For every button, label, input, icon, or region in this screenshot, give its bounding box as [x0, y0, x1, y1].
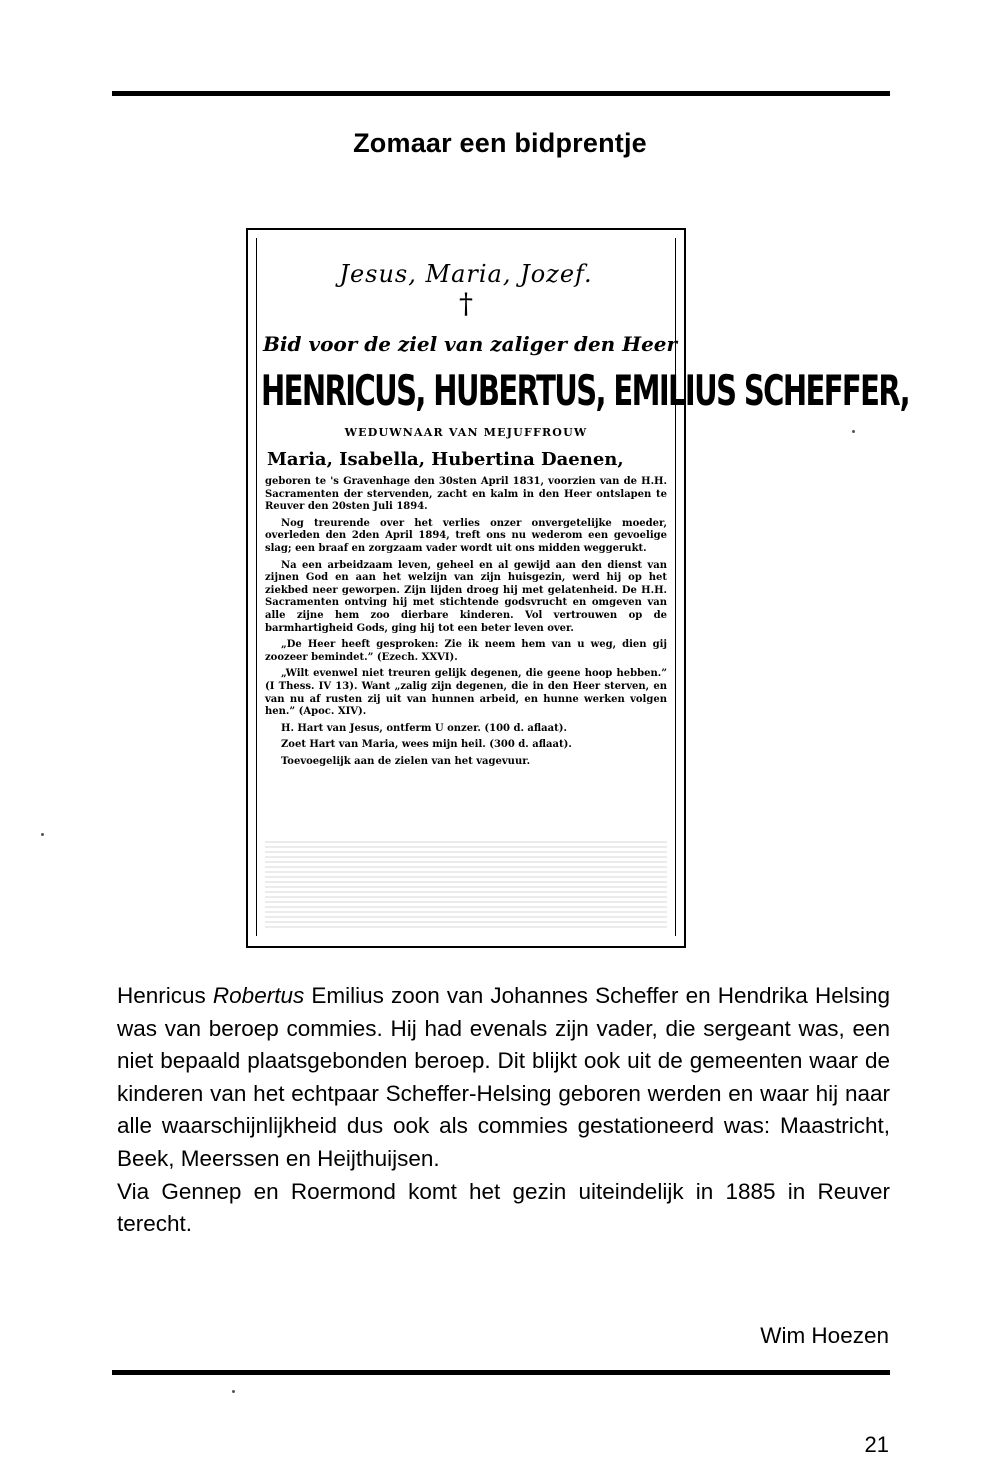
- author-signature: Wim Hoezen: [760, 1323, 889, 1348]
- scan-speck: [41, 833, 44, 836]
- top-rule: [112, 91, 890, 96]
- card-paragraph: geboren te 's Gravenhage den 30sten April 1831, voorzien van de H.H. Sacramenten der stervenden, zacht en kalm in den Heer ontslapen te Reuver den 20sten Juli 1894.: [265, 476, 667, 513]
- card-body-text: [265, 476, 667, 768]
- card-paragraph: „Wilt evenwel niet treuren gelijk degenen, die geene hoop hebben.” (I Thess. IV 13). Want „zalig zijn degenen, die in den Heer sterven, en van nu af rusten zij uit van hunnen arbeid, en hunne werken volgen hen.” (Apoc. XIV).: [265, 668, 667, 718]
- article-text: [117, 980, 890, 1241]
- scan-speck: [852, 430, 855, 433]
- card-paragraph: Toevoegelijk aan de zielen van het vagevuur.: [281, 755, 531, 767]
- card-deceased-name: HENRICUS, HUBERTUS, EMILIUS SCHEFFER,: [261, 366, 910, 416]
- card-wife-name: Maria, Isabella, Hubertina Daenen,: [267, 449, 624, 470]
- article-paragraph: Via Gennep en Roermond komt het gezin uiteindelijk in 1885 in Reuver terecht.: [117, 1178, 890, 1237]
- page-number: 21: [864, 1432, 889, 1457]
- article-text-rest: Emilius zoon van Johannes Scheffer en Hendrika Helsing was van beroep commies. Hij had evenals zijn vader, die sergeant was, een niet bepaald plaatsgebonden beroep. Dit blijkt ook uit de gemeenten waar de kinderen van het echtpaar Scheffer-Helsing geboren werden en waar hij naar alle waarschijnlijkheid dus ook als commies gestationeerd was: Maastricht, Beek, Meerssen en Heijthuijsen.: [117, 983, 890, 1171]
- card-paragraph: „De Heer heeft gesproken: Zie ik neem hem van u weg, dien gij zoozeer bemindet.” (Ezech. XXVI).: [265, 639, 667, 663]
- card-prayer: Bid voor de ziel van zaliger den Heer: [263, 332, 678, 356]
- card-paragraph: Na een arbeidzaam leven, geheel en al gewijd aan den dienst van zijnen God en aan het welzijn van zijn huisgezin, werd hij op het ziekbed neer geworpen. Zijn lijden droeg hij met gelatenheid. De H.H. Sacramenten ontving hij met stichtende godsvrucht en omgeven van alle zijne hem zoo dierbare kinderen. Vol vertrouwen op de barmhartigheid Gods, ging hij tot een beter leven over.: [265, 559, 667, 634]
- memorial-card-frame: [256, 238, 910, 936]
- print-smudge: [265, 838, 667, 928]
- card-paragraph: Zoet Hart van Maria, wees mijn heil. (300 d. aflaat).: [281, 739, 572, 751]
- page-title: Zomaar een bidprentje: [353, 128, 647, 158]
- scan-speck: [232, 1390, 235, 1393]
- article-italic-name: Robertus: [212, 983, 305, 1008]
- memorial-card-image: [246, 228, 910, 948]
- bottom-rule: [112, 1370, 890, 1375]
- card-widower-of: WEDUWNAAR VAN MEJUFFROUW: [344, 426, 588, 439]
- article-paragraph: [117, 980, 890, 1176]
- cross-icon: †: [459, 287, 473, 320]
- card-invocation: Jesus, Maria, Jozef.: [339, 260, 593, 288]
- card-paragraph: Nog treurende over het verlies onzer onvergetelijke moeder, overleden den 2den April 1894, treft ons nu wederom een gevoelige slag; een braaf en zorgzaam vader wordt uit ons midden weggerukt.: [265, 517, 667, 554]
- article-text-start: Henricus: [117, 983, 213, 1008]
- card-paragraph: H. Hart van Jesus, ontferm U onzer. (100 d. aflaat).: [281, 722, 567, 734]
